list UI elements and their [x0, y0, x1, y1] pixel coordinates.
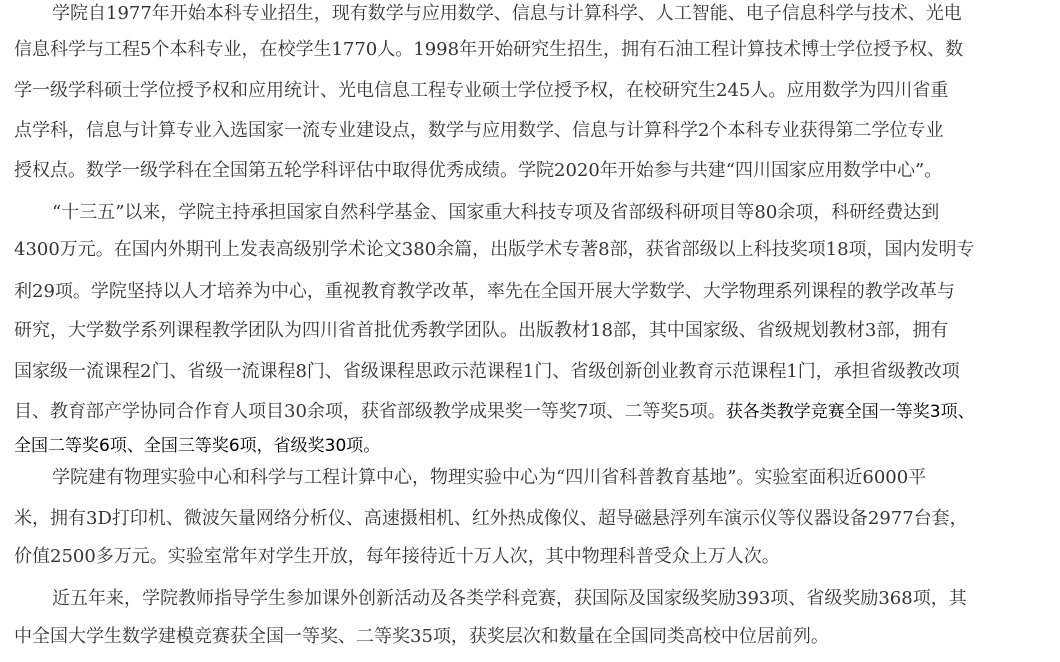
paragraph-2-line-5: 国家级一流课程2门、省级一流课程8门、省级课程思政示范课程1门、省级创新创业教育示范课程1门，承担省级教改项 — [14, 361, 960, 382]
paragraph-1-line-4: 点学科，信息与计算专业入选国家一流专业建设点，数学与应用数学、信息与计算科学2个本科专业获得第二学位专业 — [14, 120, 944, 141]
paragraph-2-inline-tail: 获各类教学竞赛全国一等奖3项、 — [725, 402, 975, 422]
paragraph-3-line-3: 价值2500多万元。实验室常年对学生开放，每年接待近十万人次，其中物理科普受众上万人次。 — [14, 546, 780, 567]
paragraph-2-line-3: 利29项。学院坚持以人才培养为中心，重视教育教学改革，率先在全国开展大学数学、大学物理系列课程的教学改革与 — [14, 281, 955, 302]
paragraph-1-line-2: 信息科学与工程5个本科专业，在校学生1770人。1998年开始研究生招生，拥有石油工程计算技术博士学位授予权、数 — [14, 39, 964, 60]
paragraph-3-line-1: 学院建有物理实验中心和科学与工程计算中心，物理实验中心为“四川省科普教育基地”。实验室面积近6000平 — [52, 467, 927, 488]
paragraph-2-line-1: “十三五”以来，学院主持承担国家自然科学基金、国家重大科技专项及省部级科研项目等80余项，科研经费达到 — [52, 202, 940, 223]
paragraph-3-line-2: 米，拥有3D打印机、微波矢量网络分析仪、高速摄相机、红外热成像仪、超导磁悬浮列车演示仪等仪器设备2977台套， — [14, 508, 968, 529]
paragraph-2-line-6 — [14, 398, 975, 426]
paragraph-4-line-1: 近五年来，学院教师指导学生参加课外创新活动及各类学科竞赛，获国际及国家级奖励393项、省级奖励368项，其 — [52, 588, 967, 609]
paragraph-1-line-3: 学一级学科硕士学位授予权和应用统计、光电信息工程专业硕士学位授予权，在校研究生245人。应用数学为四川省重 — [14, 80, 949, 101]
paragraph-4-line-2: 中全国大学生数学建模竞赛获全国一等奖、二等奖35项，获奖层次和数量在全国同类高校中位居前列。 — [14, 626, 829, 647]
paragraph-1-line-5: 授权点。数学一级学科在全国第五轮学科评估中取得优秀成绩。学院2020年开始参与共建“四川国家应用数学中心”。 — [14, 160, 943, 181]
paragraph-2-line-7: 全国二等奖6项、全国三等奖6项，省级奖30项。 — [14, 436, 381, 456]
paragraph-1-line-1: 学院自1977年开始本科专业招生，现有数学与应用数学、信息与计算科学、人工智能、电子信息科学与技术、光电 — [52, 3, 962, 24]
paragraph-2-line-6-text: 目、教育部产学协同合作育人项目30余项，获省部级教学成果奖一等奖7项、二等奖5项。 — [14, 401, 726, 422]
paragraph-2-line-2: 4300万元。在国内外期刊上发表高级别学术论文380余篇，出版学术专著8部，获省部级以上科技奖项18项，国内发明专 — [14, 239, 975, 260]
paragraph-2-line-4: 研究，大学数学系列课程教学团队为四川省首批优秀教学团队。出版教材18部，其中国家级、省级规划教材3部，拥有 — [14, 320, 949, 341]
